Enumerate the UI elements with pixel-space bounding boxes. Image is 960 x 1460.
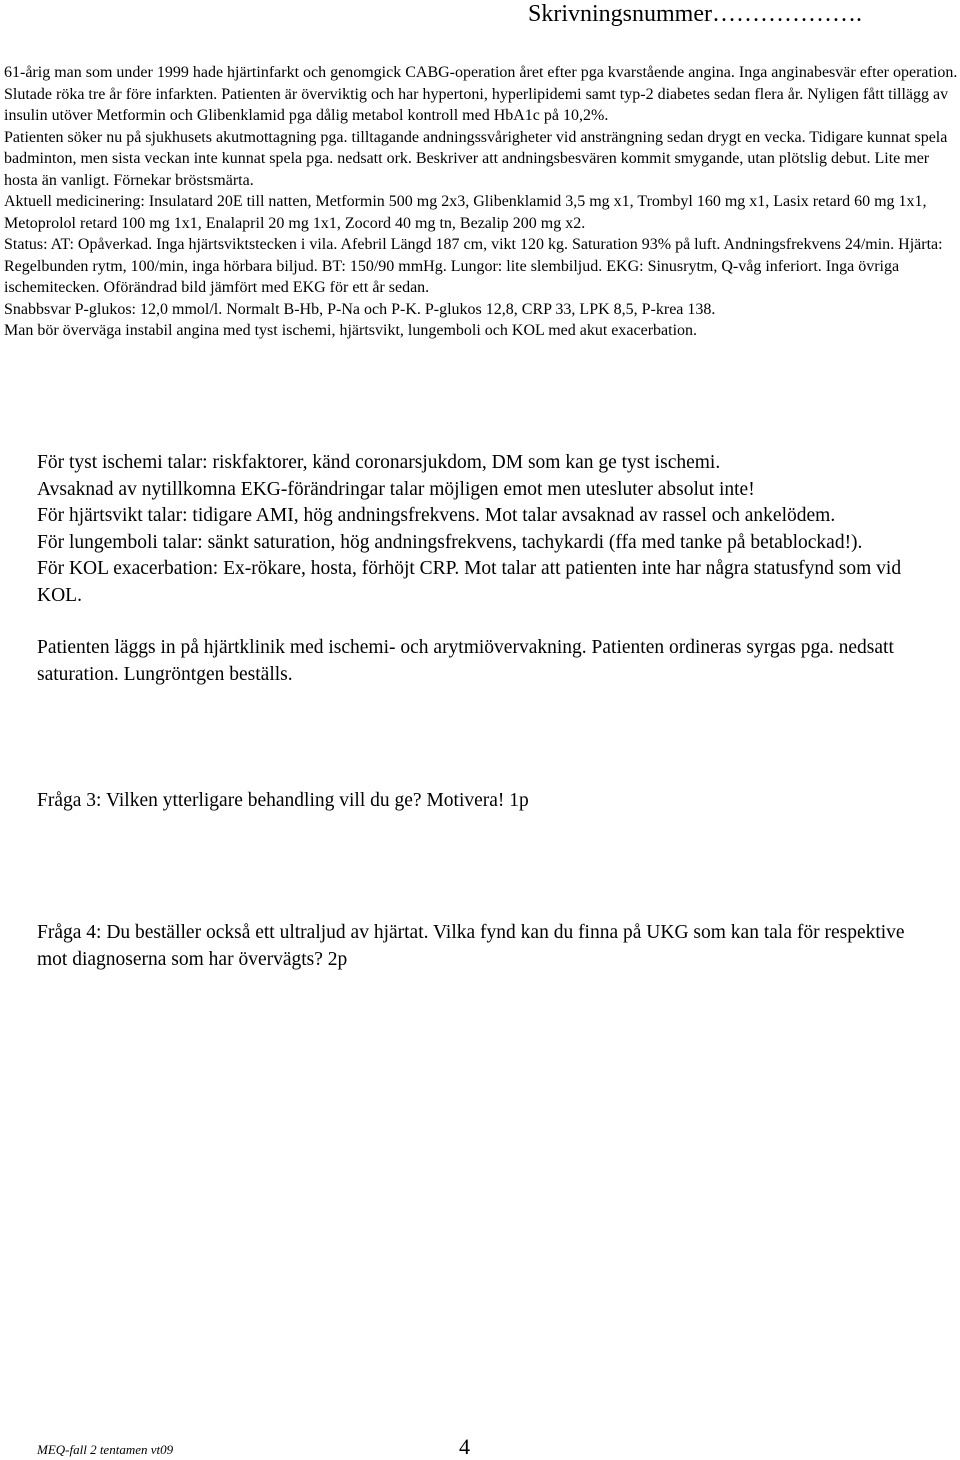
discussion-line: För hjärtsvikt talar: tidigare AMI, hög andningsfrekvens. Mot talar avsaknad av rassel och ankelödem.	[37, 505, 836, 526]
discussion-line: För lungemboli talar: sänkt saturation, hög andningsfrekvens, tachykardi (ffa med tanke på betablockad!).	[37, 531, 863, 553]
page-title: Skrivningsnummer……………….	[528, 1, 862, 27]
case-medication-paragraph: Aktuell medicinering: Insulatard 20E till natten, Metformin 500 mg 2x3, Glibenklamid 3,5 mg x1, Trombyl 160 mg x1, Lasix retard 60 mg 1x1, Metoprolol retard 100 mg 1x1, Enalapril 20 mg 1x1, Zocord 40 mg tn, Bezalip 200 mg x2.	[4, 193, 927, 232]
discussion-line: Avsaknad av nytillkomna EKG-förändringar talar möjligen emot men utesluter absolut inte!	[37, 478, 755, 500]
case-differential-paragraph: Man bör överväga instabil angina med tyst ischemi, hjärtsvikt, lungemboli och KOL med akut exacerbation.	[4, 322, 698, 339]
discussion-section	[37, 450, 917, 688]
footer-label: MEQ-fall 2 tentamen vt09	[37, 1442, 174, 1457]
discussion-line: För KOL exacerbation: Ex-rökare, hosta, förhöjt CRP. Mot talar att patienten inte har några statusfynd som vid KOL.	[37, 558, 902, 606]
question-4	[37, 920, 917, 973]
spacer	[37, 609, 917, 635]
page-number: 4	[459, 1434, 470, 1459]
case-status-paragraph: Status: AT: Opåverkad. Inga hjärtsviktstecken i vila. Afebril Längd 187 cm, vikt 120 kg. Saturation 93% på luft. Andningsfrekvens 24/min. Hjärta: Regelbunden rytm, 100/min, inga hörbara biljud. BT: 150/90 mmHg. Lungor: lite slembiljud. EKG: Sinusrytm, Q-våg inferiort. Inga övriga ischemitecken. Oförändrad bild jämfört med EKG för ett år sedan.	[4, 236, 943, 296]
question-3-text: Fråga 3: Vilken ytterligare behandling vill du ge? Motivera! 1p	[37, 790, 529, 811]
question-4-text: Fråga 4: Du beställer också ett ultraljud av hjärtat. Vilka fynd kan du finna på UKG som kan tala för respektive mot diagnoserna som har övervägts? 2p	[37, 922, 905, 970]
case-lab-paragraph: Snabbsvar P-glukos: 12,0 mmol/l. Normalt B-Hb, P-Na och P-K. P-glukos 12,8, CRP 33, LPK 8,5, P-krea 138.	[4, 300, 716, 318]
discussion-line: För tyst ischemi talar: riskfaktorer, känd coronarsjukdom, DM som kan ge tyst ischemi.	[37, 452, 721, 473]
question-3	[37, 788, 917, 815]
case-description	[4, 62, 960, 342]
case-history-paragraph: 61-årig man som under 1999 hade hjärtinfarkt och genomgick CABG-operation året efter pga kvarstående angina. Inga anginabesvär efter operation. Slutade röka tre år före infarkten. Patienten är överviktig och har hypertoni, hyperlipidemi samt typ-2 diabetes sedan flera år. Nyligen fått tillägg av insulin utöver Metformin och Glibenklamid pga dålig metabol kontroll med HbA1c på 10,2%.	[4, 64, 958, 124]
case-presentation-paragraph: Patienten söker nu på sjukhusets akutmottagning pga. tilltagande andningssvårigheter vid ansträngning sedan drygt en vecka. Tidigare kunnat spela badminton, men sista veckan inte kunnat spela pga. nedsatt ork. Beskriver att andningsbesvären kommit smygande, utan plötslig debut. Lite mer hosta än vanligt. Förnekar bröstsmärta.	[4, 128, 948, 189]
admission-paragraph: Patienten läggs in på hjärtklinik med ischemi- och arytmiövervakning. Patienten ordineras syrgas pga. nedsatt saturation. Lungröntgen beställs.	[37, 637, 894, 685]
